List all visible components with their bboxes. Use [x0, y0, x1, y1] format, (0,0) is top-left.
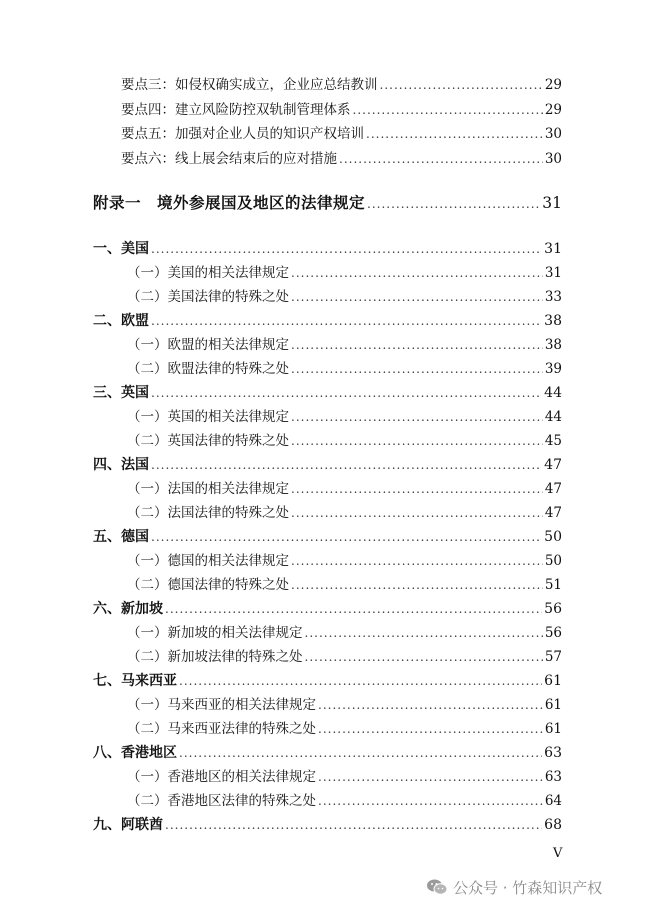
toc-section-uae[interactable] [93, 816, 562, 834]
dot-leader [291, 264, 543, 282]
toc-entry-label: （二）德国法律的特殊之处 [127, 577, 289, 593]
toc-subentry[interactable] [127, 720, 562, 738]
toc-entry-label: 附录一 境外参展国及地区的法律规定 [93, 193, 366, 212]
toc-entry-page: 29 [544, 77, 562, 93]
toc-entry-label: 八、香港地区 [93, 745, 177, 761]
dot-leader [165, 816, 542, 834]
dot-leader [151, 240, 542, 258]
toc-entry-label: （二）法国法律的特殊之处 [127, 505, 289, 521]
toc-entry-page: 44 [544, 385, 562, 401]
toc-entry-page: 57 [544, 649, 562, 665]
toc-entry-label: 要点五：加强对企业人员的知识产权培训 [121, 126, 364, 142]
toc-entry-page: 47 [544, 457, 562, 473]
dot-leader [367, 195, 540, 213]
toc-entry-page: 31 [544, 241, 562, 257]
dot-leader [291, 576, 543, 594]
toc-entry-label: （一）德国的相关法律规定 [127, 553, 289, 569]
dot-leader [151, 312, 542, 330]
toc-subentry[interactable] [127, 552, 562, 570]
toc-subentry[interactable] [127, 360, 562, 378]
toc-entry-label: （二）香港地区法律的特殊之处 [127, 793, 316, 809]
dot-leader [318, 720, 543, 738]
toc-entry-label: 五、德国 [93, 529, 149, 545]
watermark-text: 公众号 · 竹森知识产权 [453, 878, 603, 897]
dot-leader [291, 360, 543, 378]
toc-entry-page: 29 [544, 102, 562, 118]
toc-entry-page: 61 [544, 697, 562, 713]
toc-entry-label: 六、新加坡 [93, 601, 163, 617]
dot-leader [291, 480, 543, 498]
toc-entry-label: （一）美国的相关法律规定 [127, 265, 289, 281]
toc-entry-label: 七、马来西亚 [93, 673, 177, 689]
toc-entry-label: （二）新加坡法律的特殊之处 [127, 649, 303, 665]
toc-entry-page: 30 [544, 151, 562, 167]
toc-subentry[interactable] [127, 648, 562, 666]
toc-entry-label: （二）英国法律的特殊之处 [127, 433, 289, 449]
toc-subentry[interactable] [127, 336, 562, 354]
dot-leader [179, 672, 542, 690]
toc-subentry[interactable] [127, 480, 562, 498]
toc-entry-point-5[interactable] [121, 125, 562, 143]
toc-subentry[interactable] [127, 624, 562, 642]
toc-entry-page: 50 [544, 529, 562, 545]
toc-entry-label: 三、英国 [93, 385, 149, 401]
toc-entry-page: 63 [544, 745, 562, 761]
toc-section-sg[interactable] [93, 600, 562, 618]
dot-leader [291, 432, 543, 450]
toc-entry-appendix-1[interactable] [93, 194, 562, 213]
toc-entry-label: （一）法国的相关法律规定 [127, 481, 289, 497]
dot-leader [151, 456, 542, 474]
toc-entry-page: 47 [544, 481, 562, 497]
dot-leader [151, 528, 542, 546]
toc-section-my[interactable] [93, 672, 562, 690]
toc-subentry[interactable] [127, 792, 562, 810]
toc-entry-page: 44 [544, 409, 562, 425]
dot-leader [366, 125, 543, 143]
toc-entry-page: 33 [544, 289, 562, 305]
toc-subentry[interactable] [127, 576, 562, 594]
toc-section-fr[interactable] [93, 456, 562, 474]
toc-entry-point-4[interactable] [121, 101, 562, 119]
toc-entry-page: 38 [544, 337, 562, 353]
dot-leader [151, 384, 542, 402]
page-number: V [553, 846, 563, 861]
toc-entry-label: （一）欧盟的相关法律规定 [127, 337, 289, 353]
dot-leader [318, 792, 543, 810]
wechat-icon [426, 878, 448, 896]
toc-entry-page: 30 [544, 126, 562, 142]
toc-section-hk[interactable] [93, 744, 562, 762]
toc-entry-page: 50 [544, 553, 562, 569]
toc-entry-label: （二）马来西亚法律的特殊之处 [127, 721, 316, 737]
dot-leader [291, 408, 543, 426]
toc-entry-label: （一）香港地区的相关法律规定 [127, 769, 316, 785]
toc-entry-page: 31 [542, 194, 562, 212]
dot-leader [305, 648, 543, 666]
dot-leader [353, 101, 543, 119]
toc-entry-page: 31 [544, 265, 562, 281]
toc-entry-page: 39 [544, 361, 562, 377]
toc-entry-page: 45 [544, 433, 562, 449]
toc-subentry[interactable] [127, 432, 562, 450]
toc-section-us[interactable] [93, 240, 562, 258]
toc-section-eu[interactable] [93, 312, 562, 330]
toc-entry-page: 51 [544, 577, 562, 593]
toc-subentry[interactable] [127, 288, 562, 306]
toc-entry-label: （二）欧盟法律的特殊之处 [127, 361, 289, 377]
dot-leader [165, 600, 542, 618]
toc-entry-page: 61 [544, 673, 562, 689]
toc-entry-page: 56 [544, 625, 562, 641]
toc-subentry[interactable] [127, 768, 562, 786]
dot-leader [291, 504, 543, 522]
dot-leader [339, 150, 543, 168]
dot-leader [318, 696, 543, 714]
toc-entry-point-6[interactable] [121, 150, 562, 168]
toc-entry-page: 56 [544, 601, 562, 617]
watermark [426, 876, 602, 898]
toc-subentry[interactable] [127, 696, 562, 714]
toc-entry-label: 九、阿联酋 [93, 817, 163, 833]
toc-entry-page: 63 [544, 769, 562, 785]
dot-leader [305, 624, 543, 642]
toc-section-uk[interactable] [93, 384, 562, 402]
toc-entry-page: 64 [544, 793, 562, 809]
toc-entry-page: 68 [544, 817, 562, 833]
dot-leader [291, 288, 543, 306]
toc-entry-page: 47 [544, 505, 562, 521]
toc-entry-page: 38 [544, 313, 562, 329]
toc-section-de[interactable] [93, 528, 562, 546]
dot-leader [291, 336, 543, 354]
dot-leader [380, 76, 543, 94]
toc-entry-label: 要点三：如侵权确实成立，企业应总结教训 [121, 77, 378, 93]
toc-entry-label: 要点六：线上展会结束后的应对措施 [121, 151, 337, 167]
toc-entry-label: （一）英国的相关法律规定 [127, 409, 289, 425]
toc-entry-point-3[interactable] [121, 76, 562, 94]
toc-entry-label: （二）美国法律的特殊之处 [127, 289, 289, 305]
toc-subentry[interactable] [127, 408, 562, 426]
toc-entry-label: 二、欧盟 [93, 313, 149, 329]
dot-leader [318, 768, 543, 786]
toc-subentry[interactable] [127, 504, 562, 522]
dot-leader [179, 744, 542, 762]
toc-entry-label: 四、法国 [93, 457, 149, 473]
toc-entry-label: （一）马来西亚的相关法律规定 [127, 697, 316, 713]
toc-entry-label: （一）新加坡的相关法律规定 [127, 625, 303, 641]
toc-subentry[interactable] [127, 264, 562, 282]
toc-entry-page: 61 [544, 721, 562, 737]
toc-entry-label: 要点四：建立风险防控双轨制管理体系 [121, 102, 351, 118]
dot-leader [291, 552, 543, 570]
toc-entry-label: 一、美国 [93, 241, 149, 257]
